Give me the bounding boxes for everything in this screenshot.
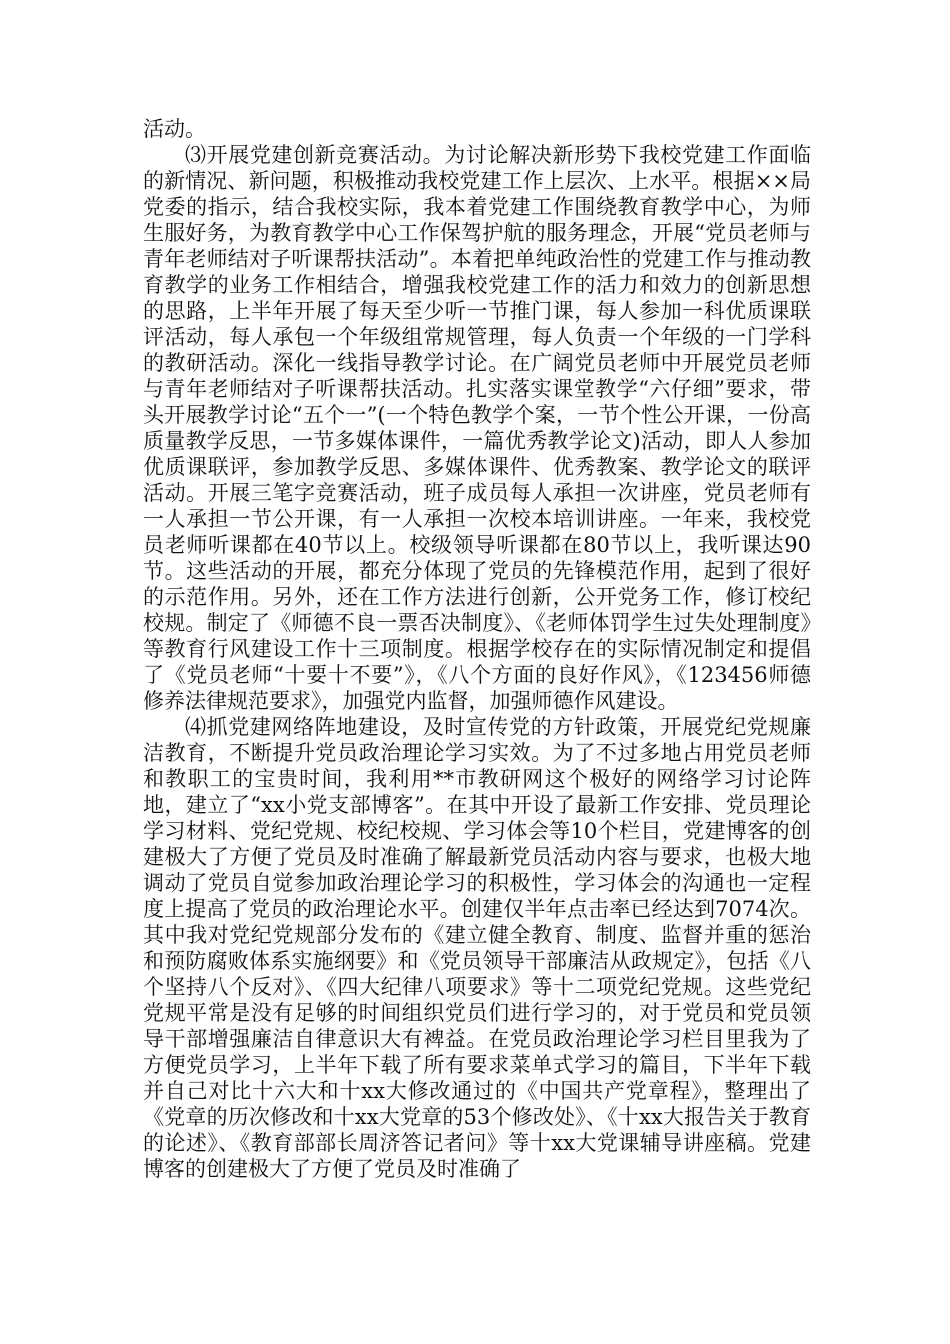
- body-text: [143, 116, 811, 1182]
- paragraph-continuation: 活动。: [143, 117, 206, 141]
- paragraph-network-position: ⑷抓党建网络阵地建设，及时宣传党的方针政策，开展党纪党规廉洁教育，不断提升党员政治理论学习实效。为了不过多地占用党员老师和教职工的宝贵时间，我利用**市教研网这个极好的网络学习讨论阵地，建立了“xx小党支部博客”。在其中开设了最新工作安排、党员理论学习材料、党纪党规、校纪校规、学习体会等10个栏目，党建博客的创建极大了方便了党员及时准确了解最新党员活动内容与要求，也极大地调动了党员自觉参加政治理论学习的积极性，学习体会的沟通也一定程度上提高了党员的政治理论水平。创建仅半年点击率已经达到7074次。其中我对党纪党规部分发布的《建立健全教育、制度、监督并重的惩治和预防腐败体系实施纲要》和《党员领导干部廉洁从政规定》，包括《八个坚持八个反对》、《四大纪律八项要求》等十二项党纪党规。这些党纪党规平常是没有足够的时间组织党员们进行学习的，对于党员和党员领导干部增强廉洁自律意识大有裨益。在党员政治理论学习栏目里我为了方便党员学习，上半年下载了所有要求菜单式学习的篇目，下半年下载并自己对比十六大和十xx大修改通过的《中国共产党章程》，整理出了《党章的历次修改和十xx大党章的53个修改处》、《十xx大报告关于教育的论述》、《教育部部长周济答记者问》等十xx大党课辅导讲座稿。党建博客的创建极大了方便了党员及时准确了: [143, 715, 811, 1181]
- paragraph-innovation-competition: ⑶开展党建创新竞赛活动。为讨论解决新形势下我校党建工作面临的新情况、新问题，积极推动我校党建工作上层次、上水平。根据××局党委的指示，结合我校实际，我本着党建工作围绕教育教学中心，为师生服好务，为教育教学中心工作保驾护航的服务理念，开展“党员老师与青年老师结对子听课帮扶活动”。本着把单纯政治性的党建工作与推动教育教学的业务工作相结合，增强我校党建工作的活力和效力的创新思想的思路，上半年开展了每天至少听一节推门课，每人参加一科优质课联评活动，每人承包一个年级组常规管理，每人负责一个年级的一门学科的教研活动。深化一线指导教学讨论。在广阔党员老师中开展党员老师与青年老师结对子听课帮扶活动。扎实落实课堂教学“六仔细”要求，带头开展教学讨论“五个一”(一个特色教学个案，一节个性公开课，一份高质量教学反思，一节多媒体课件，一篇优秀教学论文)活动，即人人参加优质课联评，参加教学反思、多媒体课件、优秀教案、教学论文的联评活动。开展三笔字竞赛活动，班子成员每人承担一次讲座，党员老师有一人承担一节公开课，有一人承担一次校本培训讲座。一年来，我校党员老师听课都在40节以上。校级领导听课都在80节以上，我听课达90节。这些活动的开展，都充分体现了党员的先锋模范作用，起到了很好的示范作用。另外，还在工作方法进行创新，公开党务工作，修订校纪校规。制定了《师德不良一票否决制度》、《老师体罚学生过失处理制度》等教育行风建设工作十三项制度。根据学校存在的实际情况制定和提倡了《党员老师“十要十不要”》，《八个方面的良好作风》，《123456师德修养法律规范要求》，加强党内监督，加强师德作风建设。: [143, 143, 811, 713]
